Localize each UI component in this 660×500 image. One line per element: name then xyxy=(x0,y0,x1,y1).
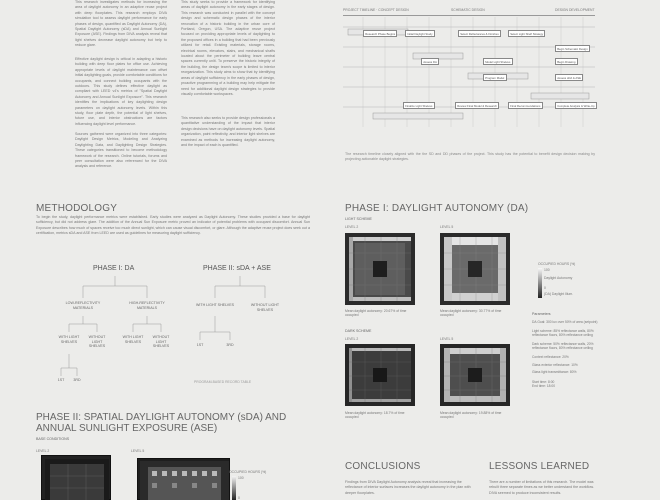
timeline xyxy=(343,2,595,142)
da-light-l5-caption: Mean daylight autonomy: 30.77% of time occupied xyxy=(440,309,502,318)
phase1-parameters xyxy=(532,312,600,389)
timeline-label-4: Select Light Shelf Strategy xyxy=(508,30,545,37)
methodology-text: To begin the study, daylight performance metrics were established. Early studies were analyzed as Daylight Autonomy. These studies provided a base for daylight sufficiency, but did not address glare. The addition of the Annual Sun Exposure metric proved an indicator of potential problems with occupant discomfort. Annual Sun Exposure describes how much of spaces receive too much direct sunlight, which can cause visual discomfort, or glare. Although the adaptive reuse project does seek out a certification, metrics sDA and ASE from LEED are used as guidelines for measuring daylight sufficiency. xyxy=(36,215,310,236)
da-plan-light-level2-graphic xyxy=(345,233,415,305)
methodology-tree-lines xyxy=(55,258,305,398)
phase1-dark-level5: LEVEL 5 xyxy=(440,337,454,341)
leaf-p2-1st: 1ST xyxy=(196,343,204,347)
phase1-legend xyxy=(530,262,590,302)
timeline-label-14: Complete Analysis & Write-Up xyxy=(555,102,597,109)
conclusions-text: Findings from DIVA Daylight Autonomy analysis reveal that increasing the reflectance of interior surfaces increases the daylight autonomy in the plan with deeper floorplates. xyxy=(345,480,471,495)
timeline-label-2: Initial Daylight Study xyxy=(405,30,435,37)
phase2-level5: LEVEL 5 xyxy=(131,449,145,453)
phase1-legend-bot2: (DA) Daylight Illum. xyxy=(544,292,574,296)
methodology-diagram xyxy=(55,258,305,398)
phase2-level2: LEVEL 2 xyxy=(36,449,50,453)
da-plan-dark-level5-graphic xyxy=(440,344,510,406)
node-high-without-shelves: WITHOUT LIGHT SHELVES xyxy=(152,335,170,349)
node-p2-with-shelves: WITH LIGHT SHELVES xyxy=(195,303,234,307)
methodology-footnote: PROGRAM-BASED RECORD TABLE xyxy=(194,380,252,384)
methodology-title: METHODOLOGY xyxy=(36,203,118,214)
timeline-label-11: Finalize Light Shelves xyxy=(403,102,435,109)
timeline-label-1: Research Phase Begins xyxy=(363,30,397,37)
da-dark-l5-caption: Mean daylight autonomy: 19.88% of time occupied xyxy=(440,411,502,420)
phase1-dark-scheme: DARK SCHEME xyxy=(345,329,372,333)
conclusions-title: CONCLUSIONS xyxy=(345,461,421,472)
timeline-label-8: Begin Drawing xyxy=(555,58,578,65)
timeline-label-9: Program Model xyxy=(483,74,507,81)
phase2-plan-level2-graphic xyxy=(42,456,112,500)
timeline-label-13: Final Recommendations xyxy=(508,102,543,109)
timeline-header-mid: SCHEMATIC DESIGN xyxy=(451,8,485,12)
parameters-title: Parameters xyxy=(532,312,551,316)
node-p2-without-shelves: WITHOUT LIGHT SHELVES xyxy=(250,303,280,312)
da-dark-l2-caption: Mean daylight autonomy: 18.7% of time occupied xyxy=(345,411,405,420)
node-low-without-shelves: WITHOUT LIGHT SHELVES xyxy=(88,335,106,349)
parameter-item: End time: 18:00 xyxy=(532,384,556,389)
phase2-legend-top: 100 xyxy=(238,476,244,480)
phase2-legend-bar xyxy=(232,476,236,500)
node-low-reflectivity: LOW-REFLECTIVITY MATERIALS xyxy=(65,301,101,310)
da-plan-dark-level5 xyxy=(440,344,510,406)
da-plan-light-level5-graphic xyxy=(440,233,510,305)
phase1-light-level5: LEVEL 5 xyxy=(440,225,454,229)
timeline-label-5: Begin Schematic Design xyxy=(555,45,590,52)
phase1-legend-bar xyxy=(538,268,542,298)
phase2-title: PHASE II: SPATIAL DAYLIGHT AUTONOMY (sDA) AND ANNUAL SUNLIGHT EXPOSURE (ASE) xyxy=(36,412,287,434)
parameter-item: Light scheme: 85% reflectance walls, 80% reflectance floors, 80% reflectance ceiling xyxy=(532,328,594,338)
intro-col1-p3: Sources gathered were organized into three categories: Daylight Design Metrics, Modeling and Analyzing Daylighting Data, and Daylighting Design Strategies. These categories transitioned to become methodology framework of the research. Online tutorials, forums and peer consultation were also referenced for the DIVA analysis and reference. xyxy=(75,132,167,169)
da-light-l2-caption: Mean daylight autonomy: 20.67% of time occupied xyxy=(345,309,407,318)
parameter-item: Glass light transmittance: 80% xyxy=(532,370,577,375)
parameter-item: Context reflectance: 20% xyxy=(532,354,569,359)
da-plan-dark-level2 xyxy=(345,344,415,406)
phase2-legend xyxy=(229,470,269,500)
phase1-node-title: PHASE I: DA xyxy=(93,265,135,272)
node-high-with-shelves: WITH LIGHT SHELVES xyxy=(122,335,144,344)
node-low-with-shelves: WITH LIGHT SHELVES xyxy=(58,335,80,344)
phase1-light-scheme: LIGHT SCHEME xyxy=(345,217,372,221)
parameter-item: Dark scheme: 50% reflectance walls, 20% reflectance floors, 80% reflectance ceiling xyxy=(532,341,594,351)
lessons-text: There are a number of limitations of this research. The model was rebuilt three separate times as we better understand the workflow. DIVA seemed to produce inconsistent results. xyxy=(489,480,594,495)
timeline-label-10: Assess sDA & ASE xyxy=(555,74,583,81)
parameter-item: Start time: 8:00 xyxy=(532,379,555,384)
phase1-legend-mid: Daylight Autonomy xyxy=(544,276,573,280)
phase1-light-level2: LEVEL 2 xyxy=(345,225,359,229)
timeline-label-12: Review Final Model & Research xyxy=(455,102,499,109)
phase2-plan-level5-graphic xyxy=(138,459,231,500)
phase1-legend-top: 100 xyxy=(544,268,550,272)
phase2-plan-level5 xyxy=(137,458,230,500)
leaf-1st: 1ST xyxy=(57,378,65,382)
phase2-legend-title: OCCUPIED HOURS (%) xyxy=(229,470,267,474)
intro-col1-p1: This research investigates methods for increasing the area of daylight autonomy in an adaptive reuse project with deep floorplates. This research employs DIVA simulation tool to assess daylight performance for early phases of design, quantified as Daylight Autonomy (DA), Spatial Daylight Autonomy (sDA) and Annual Sunlight Exposure (ASE). Findings from DIVA analysis reveal that light shelves decrease daylight autonomy but help to reduce glare. xyxy=(75,0,167,48)
phase1-dark-level2: LEVEL 2 xyxy=(345,337,359,341)
lessons-title: LESSONS LEARNED xyxy=(489,461,590,472)
intro-col2-p1: This study seeks to provide a framework for identifying areas of daylight autonomy in the early stages of design. This research was conducted in parallel with the concept design and schematic design phases of the interior renovation of a historic building in the urban core of Portland, Oregon, USA. The adaptive reuse project focused on providing appropriate levels of daylighting to the proposed offices in a building that had been previously utilized for retail. Existing materials, storage rooms, electrical rooms, elevators, stairs, and mechanical shafts located about the perimeter of building leave central spaces currently unlit. To preserve the historic integrity of the building, the design team's scope is limited to interior reorganization. This study aims to show that by identifying areas of daylight sufficiency in the early phases of design, proactive programming of a building may help mitigate the need for additional daylight design strategies to provide visually comfortable workspaces. xyxy=(181,0,275,96)
timeline-caption: The research timeline closely aligned with the the SD and DD phases of the project. This study has the potential to benefit design decision making by projecting actionable daylight strategies. xyxy=(345,152,595,162)
phase2-base-conditions: BASE CONDITIONS xyxy=(36,437,70,441)
phase1-legend-title: OCCUPIED HOURS (%) xyxy=(538,262,576,266)
intro-col1-p2: Effective daylight design is critical in adapting a historic building with deep floor plates for office use. Achieving appropriate levels of daylight maintenance can offset initial daylighting goals, provide comfortable conditions for occupants, and connect building occupants with the outdoors. This study defines effective daylight as compliant with LEED v4's metrics of "Spatial Daylight Autonomy and Annual Sunlight Exposure". This research identifies the implications of key daylighting design parameters on daylight autonomy levels. Within this study, floor plate depth, the potential of light shelves, future use, and interior obstructions are factors influencing daylight level performance. xyxy=(75,57,167,126)
da-plan-dark-level2-graphic xyxy=(345,344,415,406)
phase1-title: PHASE I: DAYLIGHT AUTONOMY (DA) xyxy=(345,203,529,214)
timeline-label-6: Assess DA xyxy=(421,58,439,65)
phase2-plan-level2 xyxy=(41,455,111,500)
timeline-header-left: PROJECT TIMELINE · CONCEPT DESIGN xyxy=(343,8,409,12)
node-high-reflectivity: HIGH-REFLECTIVITY MATERIALS xyxy=(129,301,165,310)
timeline-header-rule xyxy=(343,15,595,16)
intro-col2-p2: This research also seeks to provide design professionals a quantitative understanding of the impact that interior design decisions have on daylight autonomy levels. Spatial organization, paint reflectivity, and interior light shelves are examined as methods for increasing daylight autonomy, and the impact of each is quantified. xyxy=(181,116,275,148)
parameter-item: DA Goal: 300 lux over 50% of area (setpoint) xyxy=(532,320,598,324)
da-plan-light-level2 xyxy=(345,233,415,305)
leaf-3rd: 3RD xyxy=(73,378,81,382)
timeline-label-7: Model Light Shelves xyxy=(483,58,513,65)
phase1-legend-bot: 0 xyxy=(544,286,546,290)
phase2-node-title: PHASE II: sDA + ASE xyxy=(203,265,271,272)
parameter-item: Glass exterior reflectance: 10% xyxy=(532,362,578,367)
da-plan-light-level5 xyxy=(440,233,510,305)
timeline-label-3: Select Reflectances & Finishes xyxy=(458,30,501,37)
phase2-legend-bot: 0 xyxy=(238,496,240,500)
leaf-p2-3rd: 3RD xyxy=(226,343,234,347)
timeline-header-right: DESIGN DEVELOPMENT xyxy=(555,8,595,12)
